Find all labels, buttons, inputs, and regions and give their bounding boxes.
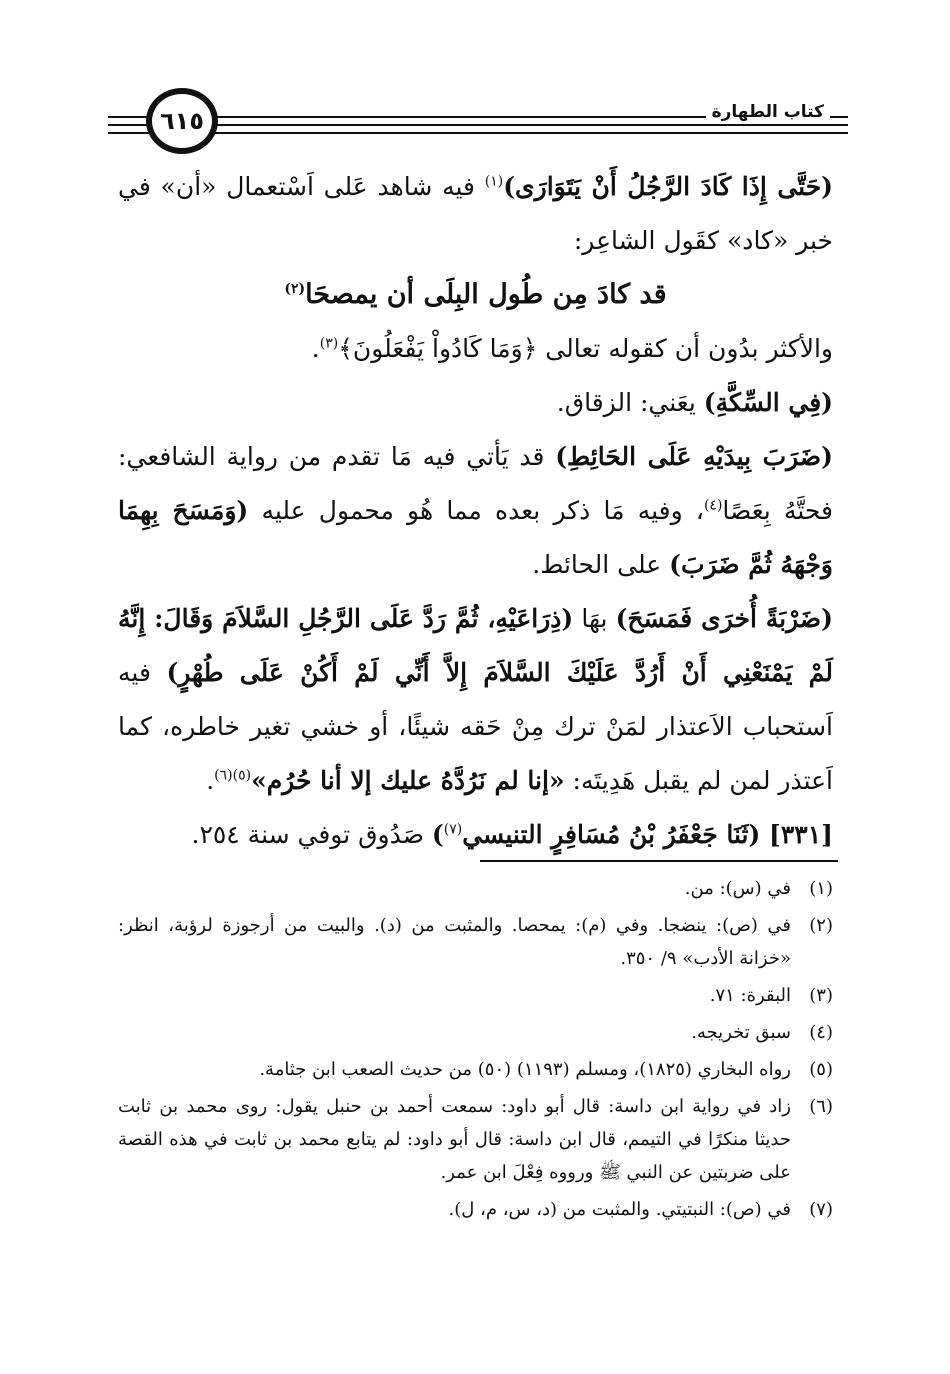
footnote-text: في (ص): النبتيتي. والمثبت من (د، س، م، ل). <box>448 1199 791 1220</box>
footnote-ref: (٤) <box>703 497 723 514</box>
footnote-ref: (٢) <box>284 281 306 297</box>
page-header <box>108 88 848 158</box>
footnote <box>118 1090 833 1189</box>
verse-text: قد كادَ مِن طُول البِلَى أن يمصحَا <box>305 279 667 310</box>
header-rule <box>108 132 848 134</box>
footnote-number: (٦) <box>809 1096 833 1117</box>
footnote-text: البقرة: ٧١. <box>709 985 791 1006</box>
commentary: يعَني: الزقاق. <box>556 388 704 417</box>
footnote-ref: (٣) <box>319 335 339 352</box>
footnote-number: (٢) <box>809 915 833 936</box>
footnote-text: رواه البخاري (١٨٢٥)، ومسلم (١١٩٣) (٥٠) من حديث الصعب ابن جثامة. <box>259 1059 791 1080</box>
page-number-badge <box>146 88 218 154</box>
footnote-number: (٤) <box>809 1022 833 1043</box>
punctuation: ) <box>431 820 444 849</box>
footnotes <box>118 872 833 1230</box>
commentary: بهَا <box>573 604 616 633</box>
poetry-verse <box>118 268 833 322</box>
paragraph-7 <box>118 808 833 862</box>
footnote-ref: (١) <box>484 173 504 190</box>
quoted-hadith: (فِي السِّكَّةِ) <box>703 388 833 417</box>
footnote-text: في (س): من. <box>684 878 791 899</box>
commentary: فيه شاهد عَلى اَسْتعمال «أن» في خبر «كاد» كقَول الشاعِر: <box>118 172 833 255</box>
quoted-hadith: «إنا لم نَرُدَّهُ عليك إلا أنا حُرُم» <box>251 766 565 795</box>
paragraph-5 <box>118 430 833 592</box>
quoted-hadith: (ضَرَبَ بِيدَيْهِ عَلَى الحَائِطِ) <box>555 442 833 471</box>
footnote <box>118 1016 833 1049</box>
footnote-number: (١) <box>809 878 833 899</box>
paragraph-6 <box>118 592 833 808</box>
footnote <box>118 909 833 975</box>
punctuation: . <box>311 334 320 363</box>
footnote <box>118 1053 833 1086</box>
paragraph-3 <box>118 322 833 376</box>
running-title: كتاب الطهارة <box>706 102 830 122</box>
footnote-ref: (٥)(٦) <box>214 767 252 784</box>
footnote <box>118 979 833 1012</box>
footnote-text: زاد في رواية ابن داسة: قال أبو داود: سمعت أحمد بن حنبل يقول: روى محمد بن ثابت حديثا منكرًا في التيمم، قال ابن داسة: قال أبو داود: لم يتابع محمد بن ثابت في هذه القصة على ضربتين عن النبي ﷺ ورووه فِعْلَ ابن عمر. <box>118 1096 792 1183</box>
punctuation: . <box>206 766 215 795</box>
main-text <box>118 160 833 862</box>
quoted-hadith: (ضَرْبَةً أُخرَى فَمَسَحَ) <box>615 604 833 633</box>
footnote-number: (٧) <box>809 1199 833 1220</box>
commentary: صَدُوق توفي سنة ٢٥٤. <box>191 820 432 849</box>
footnote <box>118 872 833 905</box>
footnote-ref: (٧) <box>443 821 463 838</box>
commentary: ، وفيه مَا ذكر بعده مما هُو محمول عليه <box>248 496 704 525</box>
commentary: والأكثر بدُون أن كقوله تعالى ﴿وَمَا كَادُواْ يَفْعَلُونَ﴾ <box>338 334 833 363</box>
commentary: فيه اَستحباب الاَعتذار لمَنْ ترك مِنْ حَقه شيئًا، أو خشي تغير خاطره، كما اَعتذر لمن لم يقبل هَدِيتَه: <box>118 658 833 795</box>
quoted-hadith: (ذِرَاعَيْهِ، ثُمَّ رَدَّ عَلَى الرَّجُلِ السَّلاَمَ وَقَالَ: إِنَّهُ لَمْ يَمْنَعْنِي أَنْ أَرُدَّ عَلَيْكَ السَّلاَمَ إِلاَّ أَنِّي لَمْ أَكُنْ عَلَى طُهْرٍ) <box>118 604 833 687</box>
footnote <box>118 1193 833 1226</box>
commentary: على الحائط. <box>532 550 670 579</box>
footnote-number: (٣) <box>809 985 833 1006</box>
page-number: ٦١٥ <box>160 107 204 135</box>
footnote-text: في (ص): ينضجا. وفي (م): يمحصا. والمثبت من (د). والبيت من أرجوزة لرؤبة، انظر: «خزانة الأدب» ٩/ ٣٥٠. <box>118 915 791 969</box>
footnote-separator <box>480 860 838 862</box>
footnote-text: سبق تخريجه. <box>691 1022 791 1043</box>
header-rule <box>108 124 848 126</box>
footnote-number: (٥) <box>809 1059 833 1080</box>
commentary: قد يَأتي فيه مَا تقدم من رواية الشافعي: فحتَّهُ بِعَصًا <box>118 442 833 525</box>
hadith-number-narrator: [٣٣١] (ثَنَا جَعْفَرُ بْنُ مُسَافِرٍ التنيسي <box>462 820 833 849</box>
paragraph-1 <box>118 160 833 268</box>
quoted-hadith: (وَمَسَحَ بِهِمَا وَجْهَهُ ثُمَّ ضَرَبَ) <box>118 496 833 579</box>
paragraph-4 <box>118 376 833 430</box>
quoted-hadith: (حَتَّى إِذَا كَادَ الرَّجُلُ أَنْ يَتَوَارَى) <box>503 172 833 201</box>
